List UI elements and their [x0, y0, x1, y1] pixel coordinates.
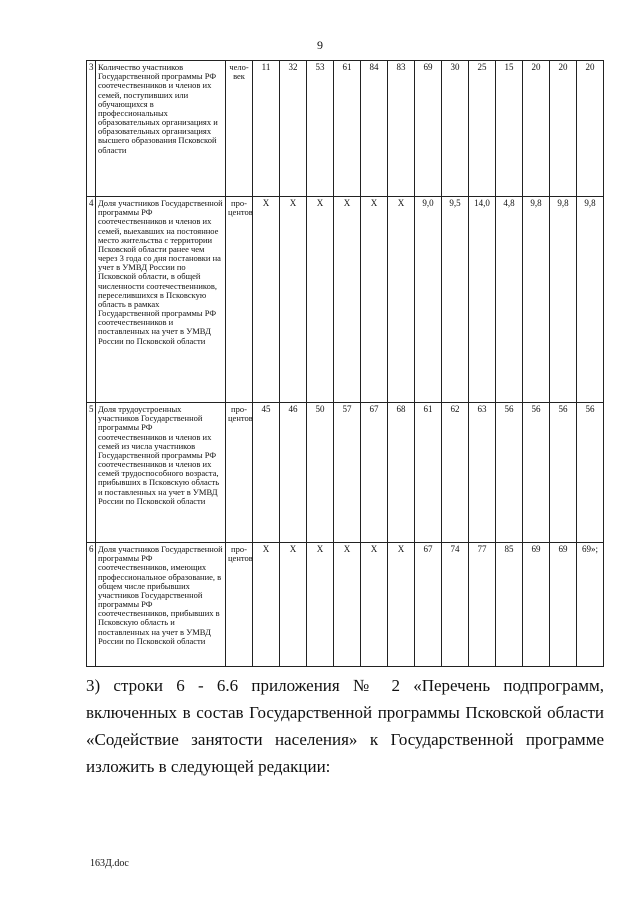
- value-cell: X: [253, 197, 280, 403]
- unit-cell: чело-век: [226, 61, 253, 197]
- value-cell: 9,5: [442, 197, 469, 403]
- value-cell: 61: [415, 403, 442, 543]
- value-cell: 56: [523, 403, 550, 543]
- indicator-description-cell: Доля участников Государственной программы РФ соотечественников и членов их семей, выехавших на постоянное место жительства с территории Псковской области ранее чем через 3 года со дня постановки на учет в УМВД России по Псковской области, в общей численности соотечественников, переселившихся в Псковскую область в рамках Государственной программы РФ соотечественников и поставленных на учет в УМВД России по Псковской области: [96, 197, 226, 403]
- value-cell: 69: [415, 61, 442, 197]
- unit-cell: про-центов: [226, 543, 253, 667]
- value-cell: 69: [550, 543, 577, 667]
- value-cell: 67: [361, 403, 388, 543]
- table-body: [87, 61, 604, 667]
- indicator-description-cell: Доля участников Государственной программы РФ соотечественников, имеющих профессиональное образование, в общем числе прибывших участников Государственной программы РФ соотечественников, прибывших в Псковскую область и поставленных на учет в УМВД России по Псковской области: [96, 543, 226, 667]
- file-name-footer: 163Д.doc: [90, 858, 129, 869]
- page-number: 9: [317, 38, 323, 52]
- value-cell: X: [361, 197, 388, 403]
- value-cell: 69: [523, 543, 550, 667]
- value-cell: 9,8: [577, 197, 604, 403]
- value-cell: 50: [307, 403, 334, 543]
- value-cell: 32: [280, 61, 307, 197]
- value-cell: 56: [496, 403, 523, 543]
- value-cell: 20: [550, 61, 577, 197]
- value-cell: 20: [577, 61, 604, 197]
- value-cell: X: [388, 543, 415, 667]
- value-cell: 30: [442, 61, 469, 197]
- value-cell: 83: [388, 61, 415, 197]
- value-cell: 63: [469, 403, 496, 543]
- table-row: [87, 61, 604, 197]
- value-cell: 4,8: [496, 197, 523, 403]
- value-cell: 68: [388, 403, 415, 543]
- value-cell: 9,8: [523, 197, 550, 403]
- paragraph-line: включенных в состав Государственной программы Псковской области: [86, 703, 604, 722]
- value-cell: 85: [496, 543, 523, 667]
- row-number-cell: 5: [87, 403, 96, 543]
- table-row: [87, 543, 604, 667]
- value-cell: X: [253, 543, 280, 667]
- value-cell: 9,8: [550, 197, 577, 403]
- value-cell: 62: [442, 403, 469, 543]
- paragraph-line: «Содействие занятости населения» к Государственной программе: [86, 730, 604, 749]
- value-cell: X: [334, 197, 361, 403]
- value-cell: X: [307, 543, 334, 667]
- value-cell: X: [280, 543, 307, 667]
- value-cell: 45: [253, 403, 280, 543]
- value-cell: 84: [361, 61, 388, 197]
- value-cell: X: [280, 197, 307, 403]
- value-cell: 20: [523, 61, 550, 197]
- row-number-cell: 4: [87, 197, 96, 403]
- indicators-table: [86, 60, 604, 667]
- indicator-description-cell: Доля трудоустроенных участников Государственной программы РФ соотечественников и членов их семей из числа участников Государственной программы РФ соотечественников и членов их семей трудоспособного возраста, прибывших в Псковскую область и поставленных на учет в УМВД России по Псковской области: [96, 403, 226, 543]
- value-cell: 69»;: [577, 543, 604, 667]
- value-cell: 11: [253, 61, 280, 197]
- unit-cell: про-центов: [226, 197, 253, 403]
- value-cell: X: [388, 197, 415, 403]
- value-cell: 46: [280, 403, 307, 543]
- value-cell: 25: [469, 61, 496, 197]
- value-cell: 67: [415, 543, 442, 667]
- value-cell: 14,0: [469, 197, 496, 403]
- value-cell: X: [307, 197, 334, 403]
- table-row: [87, 197, 604, 403]
- value-cell: 61: [334, 61, 361, 197]
- value-cell: X: [334, 543, 361, 667]
- value-cell: 15: [496, 61, 523, 197]
- row-number-cell: 6: [87, 543, 96, 667]
- paragraph-line: 3) строки 6 - 6.6 приложения № 2 «Перечень подпрограмм,: [86, 676, 604, 695]
- value-cell: 77: [469, 543, 496, 667]
- indicator-description-cell: Количество участников Государственной программы РФ соотечественников и членов их семей, поступивших или обучающихся в профессиональных образовательных организациях и образовательных организациях высшего образования Псковской области: [96, 61, 226, 197]
- value-cell: 74: [442, 543, 469, 667]
- row-number-cell: 3: [87, 61, 96, 197]
- value-cell: X: [361, 543, 388, 667]
- value-cell: 56: [550, 403, 577, 543]
- value-cell: 9,0: [415, 197, 442, 403]
- unit-cell: про-центов: [226, 403, 253, 543]
- body-paragraph: [86, 672, 604, 780]
- value-cell: 56: [577, 403, 604, 543]
- paragraph-line: изложить в следующей редакции:: [86, 757, 331, 776]
- value-cell: 53: [307, 61, 334, 197]
- value-cell: 57: [334, 403, 361, 543]
- table-row: [87, 403, 604, 543]
